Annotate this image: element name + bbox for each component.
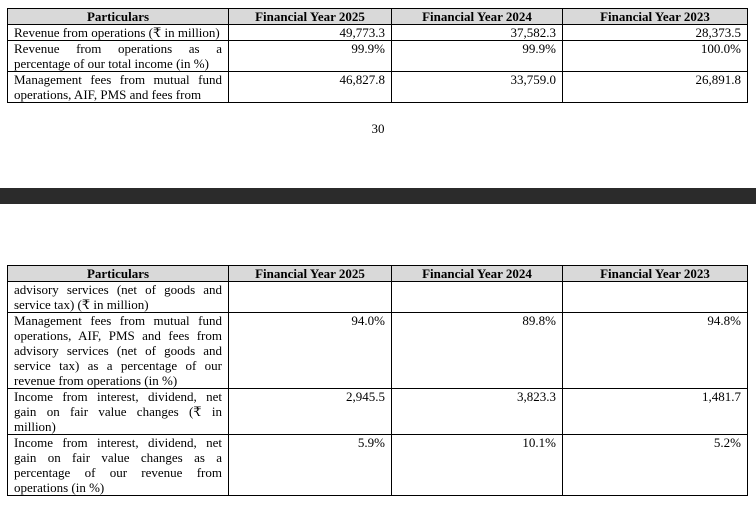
- value-fy2023: 94.8%: [563, 313, 748, 389]
- table-row: [8, 389, 748, 435]
- table-row: [8, 313, 748, 389]
- table-header-row: [8, 266, 748, 282]
- header-fy2023: Financial Year 2023: [563, 266, 748, 282]
- row-label: Income from interest, dividend, net gain on fair value changes (₹ in million): [8, 389, 229, 435]
- value-fy2024: 37,582.3: [392, 25, 563, 41]
- value-fy2023: 26,891.8: [563, 72, 748, 103]
- value-fy2023: [563, 282, 748, 313]
- value-fy2025: [229, 282, 392, 313]
- header-fy2024: Financial Year 2024: [392, 266, 563, 282]
- value-fy2025: 46,827.8: [229, 72, 392, 103]
- value-fy2023: 28,373.5: [563, 25, 748, 41]
- row-label: Management fees from mutual fund operations, AIF, PMS and fees from advisory services (net of goods and service tax) as a percentage of our revenue from operations (in %): [8, 313, 229, 389]
- value-fy2025: 2,945.5: [229, 389, 392, 435]
- table-row: [8, 41, 748, 72]
- row-label: advisory services (net of goods and service tax) (₹ in million): [8, 282, 229, 313]
- table-row: [8, 72, 748, 103]
- value-fy2023: 5.2%: [563, 435, 748, 496]
- table-row: [8, 435, 748, 496]
- value-fy2025: 94.0%: [229, 313, 392, 389]
- row-label: Income from interest, dividend, net gain on fair value changes as a percentage of our revenue from operations (in %): [8, 435, 229, 496]
- value-fy2024: 10.1%: [392, 435, 563, 496]
- value-fy2023: 100.0%: [563, 41, 748, 72]
- value-fy2024: 33,759.0: [392, 72, 563, 103]
- page-break-divider: [0, 188, 756, 204]
- header-particulars: Particulars: [8, 9, 229, 25]
- table-header-row: [8, 9, 748, 25]
- value-fy2025: 99.9%: [229, 41, 392, 72]
- header-particulars: Particulars: [8, 266, 229, 282]
- table-row: [8, 25, 748, 41]
- value-fy2024: [392, 282, 563, 313]
- header-fy2025: Financial Year 2025: [229, 266, 392, 282]
- header-fy2023: Financial Year 2023: [563, 9, 748, 25]
- value-fy2025: 5.9%: [229, 435, 392, 496]
- value-fy2024: 3,823.3: [392, 389, 563, 435]
- financial-table-continued: [7, 265, 748, 496]
- row-label: Revenue from operations (₹ in million): [8, 25, 229, 41]
- page-number: 30: [371, 121, 385, 136]
- table-row: [8, 282, 748, 313]
- header-fy2024: Financial Year 2024: [392, 9, 563, 25]
- row-label: Management fees from mutual fund operations, AIF, PMS and fees from: [8, 72, 229, 103]
- financial-table-page-30: [7, 8, 748, 103]
- value-fy2024: 99.9%: [392, 41, 563, 72]
- value-fy2023: 1,481.7: [563, 389, 748, 435]
- value-fy2024: 89.8%: [392, 313, 563, 389]
- row-label: Revenue from operations as a percentage of our total income (in %): [8, 41, 229, 72]
- header-fy2025: Financial Year 2025: [229, 9, 392, 25]
- value-fy2025: 49,773.3: [229, 25, 392, 41]
